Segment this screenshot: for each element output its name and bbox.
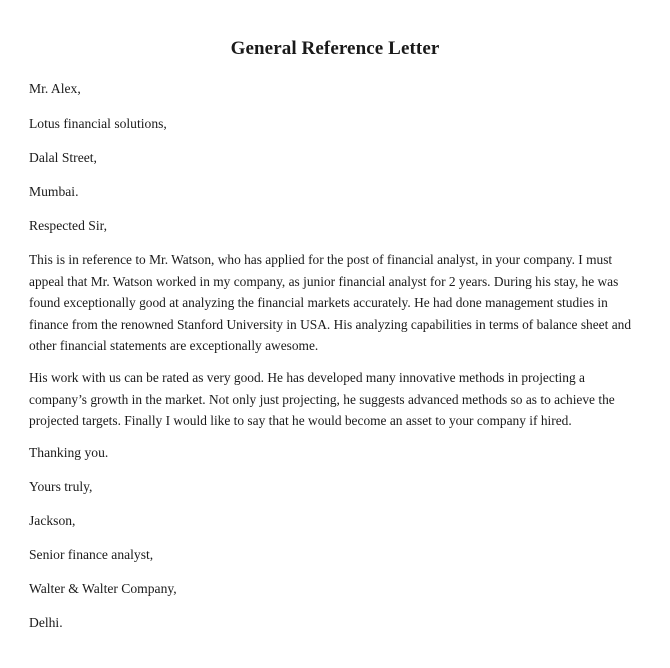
body-paragraph-1 — [29, 249, 649, 357]
recipient-name: Mr. Alex, — [29, 81, 81, 96]
sender-city: Delhi. — [29, 615, 63, 630]
paragraph-line: appeal that Mr. Watson worked in my company, as junior financial analyst for 2 years. During his stay, he was — [29, 273, 619, 289]
paragraph-line: His work with us can be rated as very good. He has developed many innovative methods in projecting a — [29, 370, 585, 385]
paragraph-line: found exceptionally good at analyzing the financial markets accurately. He had done management studies in — [29, 295, 608, 311]
sender-name: Jackson, — [29, 513, 76, 528]
paragraph-line: company’s growth in the market. Not only just projecting, he suggests advanced methods so as to achieve the — [29, 391, 615, 407]
paragraph-line: other financial statements are exceptionally awesome. — [29, 338, 319, 354]
closing-line: Yours truly, — [29, 479, 93, 494]
recipient-street: Dalal Street, — [29, 150, 97, 165]
salutation: Respected Sir, — [29, 218, 107, 233]
letter-title: General Reference Letter — [230, 38, 440, 59]
sender-title: Senior finance analyst, — [29, 547, 154, 562]
paragraph-line: finance from the renowned Stanford University in USA. His analyzing capabilities in terms of balance sheet and — [29, 316, 632, 332]
paragraph-line: projected targets. Finally I would like to say that he would become an asset to your company if hired. — [29, 413, 572, 429]
recipient-city: Mumbai. — [29, 184, 79, 199]
recipient-company: Lotus financial solutions, — [29, 116, 167, 131]
body-paragraph-2 — [29, 367, 649, 432]
paragraph-line: This is in reference to Mr. Watson, who has applied for the post of financial analyst, in your company. I must — [29, 252, 613, 267]
sender-company: Walter & Walter Company, — [29, 581, 177, 596]
thanks-line: Thanking you. — [29, 445, 109, 460]
